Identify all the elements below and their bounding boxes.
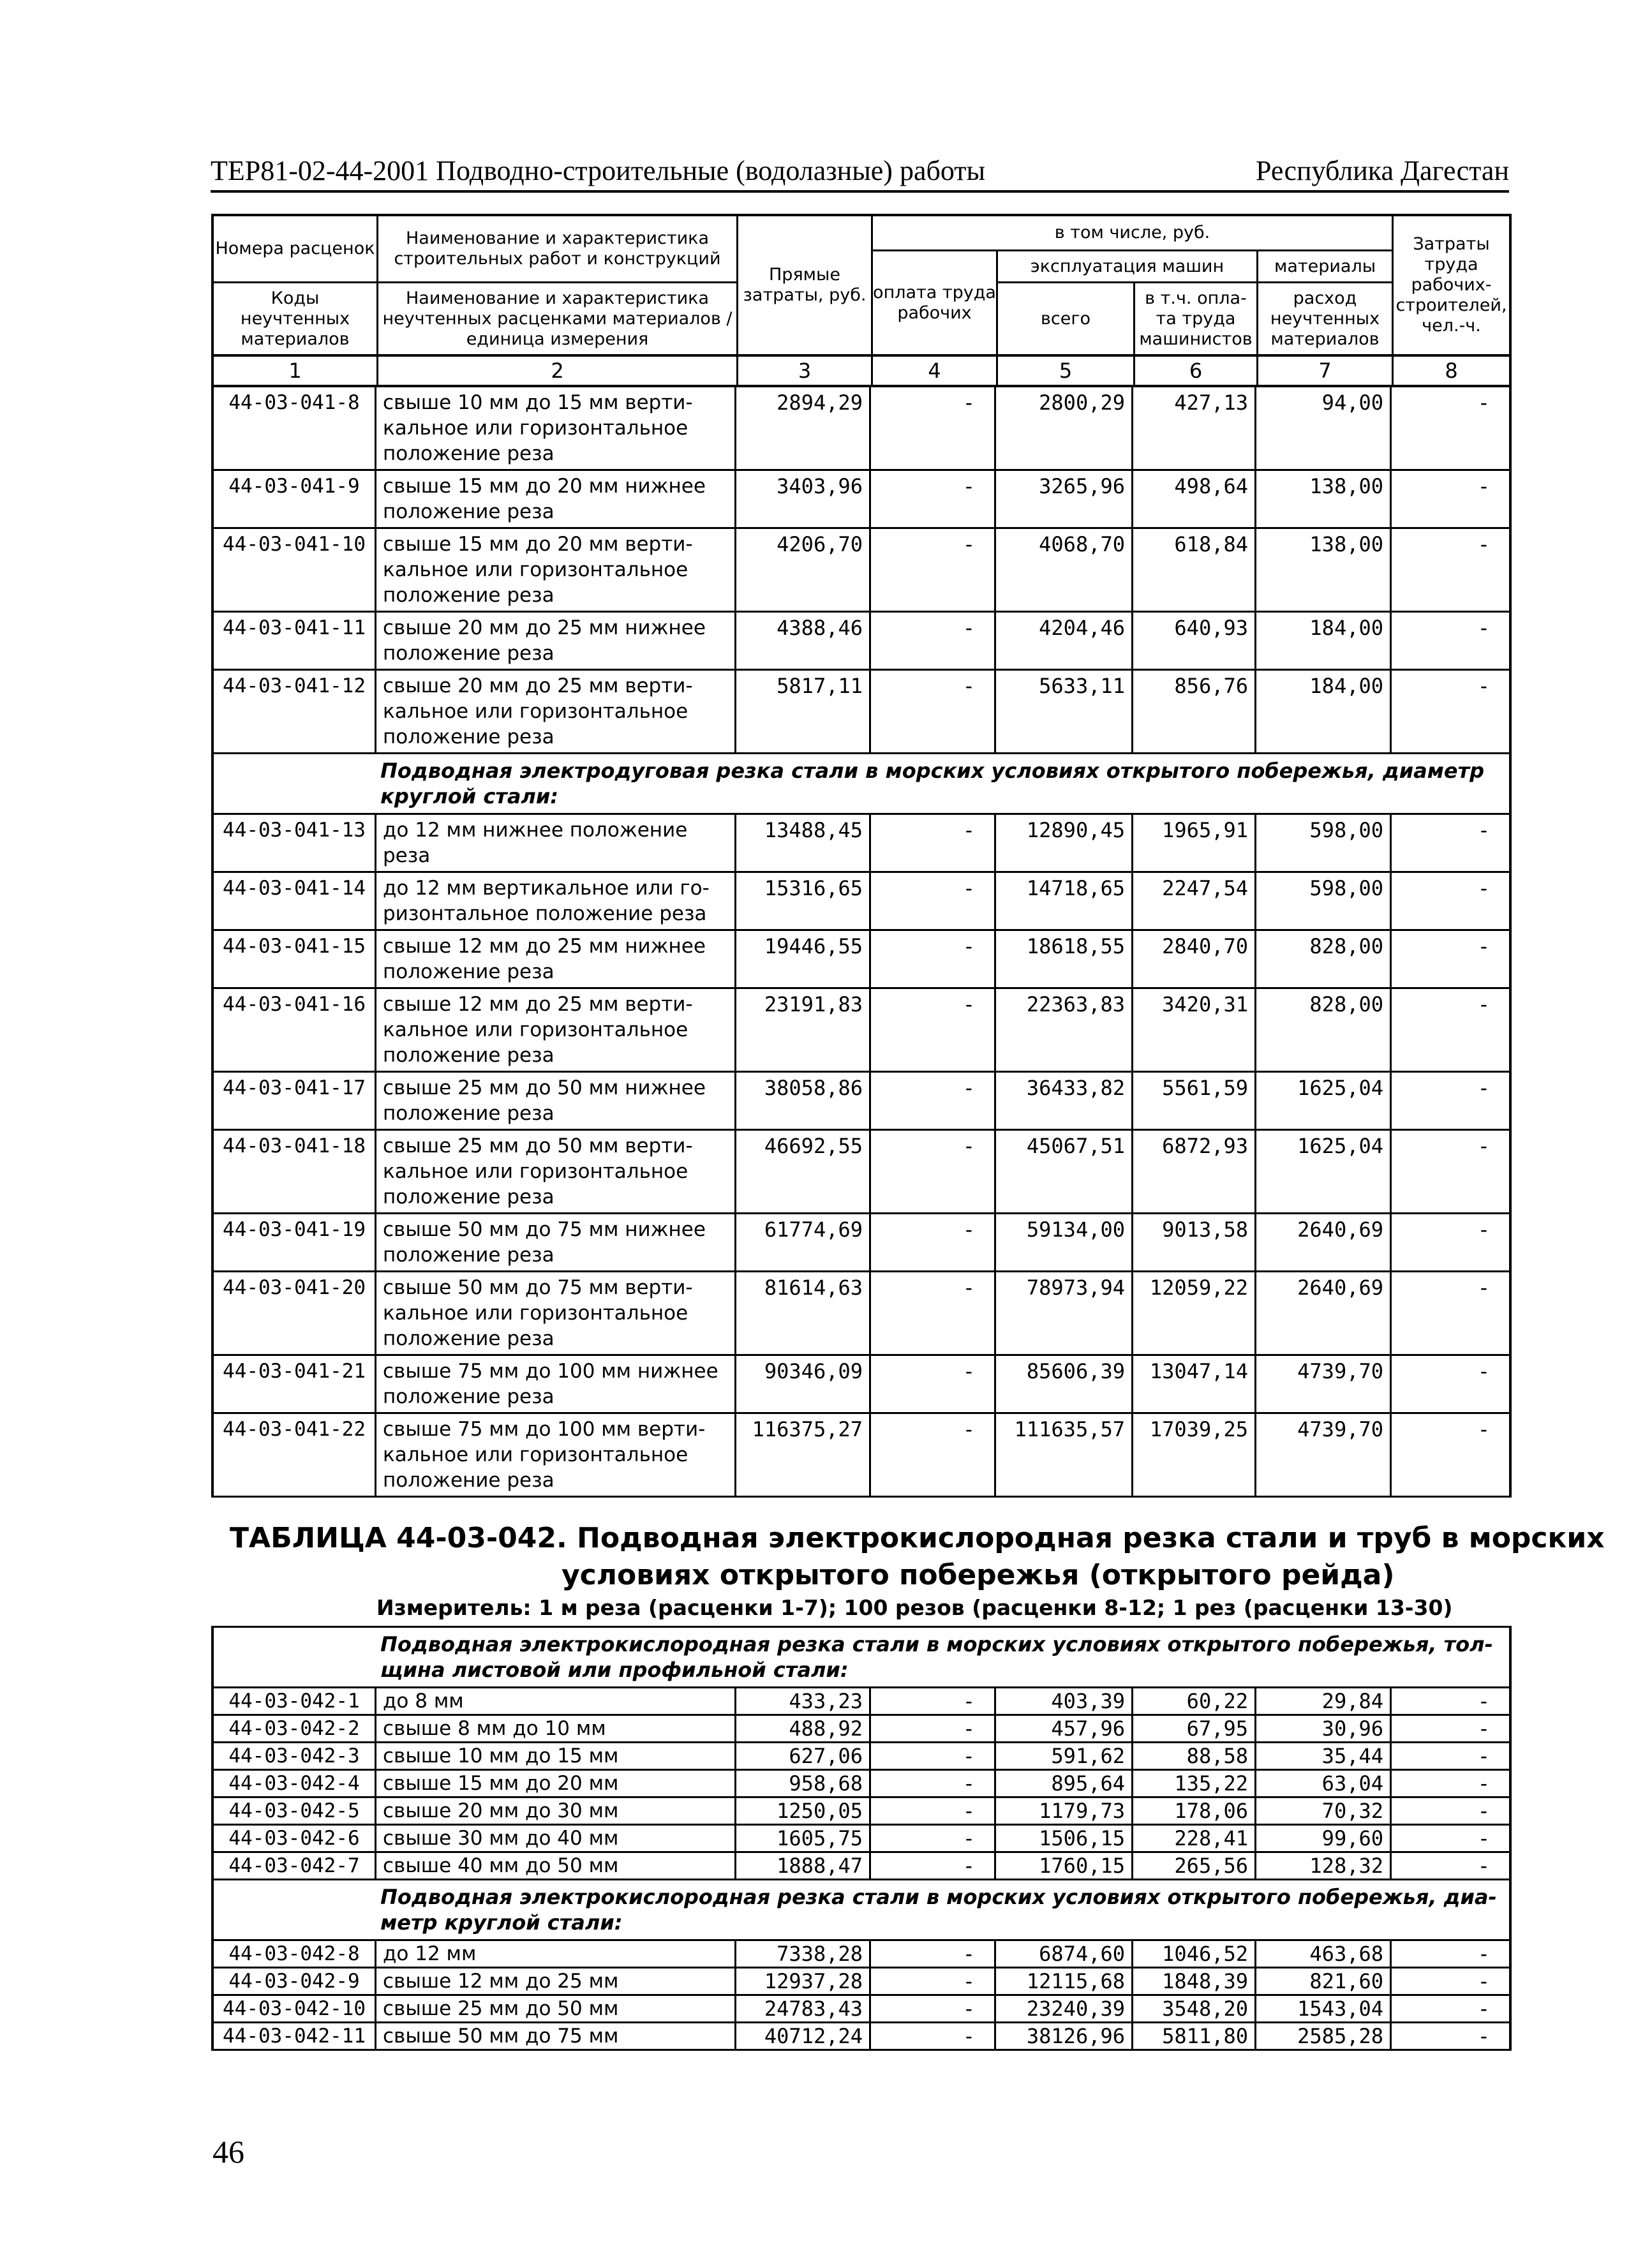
table-row [214, 989, 1509, 1073]
rate-code: 44-03-041-15 [214, 931, 376, 987]
section-row [214, 1880, 1509, 1941]
machines-cost: 12890,45 [996, 815, 1133, 871]
work-description: свыше 50 мм до 75 мм [376, 2023, 736, 2049]
machines-cost: 18618,55 [996, 931, 1133, 987]
direct-cost: 12937,28 [736, 1968, 871, 1994]
work-description: свыше 12 мм до 25 мм [376, 1968, 736, 1994]
machines-cost: 1506,15 [996, 1826, 1133, 1851]
col-name-header: Наименование и характеристика строительных работ и конструкций [394, 228, 721, 269]
labor-cost: - [871, 989, 996, 1071]
labor-cost: - [871, 815, 996, 871]
work-description: до 12 мм [376, 1941, 736, 1967]
section-heading: Подводная электродуговая резка стали в морских условиях открытого побережья, диаметр круглой стали: [380, 759, 1485, 808]
rate-code: 44-03-042-6 [214, 1826, 376, 1851]
labor-cost: - [871, 1272, 996, 1354]
column-number: 6 [1189, 359, 1203, 383]
rate-code: 44-03-041-8 [214, 387, 376, 469]
direct-cost: 23191,83 [736, 989, 871, 1071]
rate-code: 44-03-042-8 [214, 1941, 376, 1967]
rate-code: 44-03-041-18 [214, 1131, 376, 1212]
direct-cost: 116375,27 [736, 1414, 871, 1496]
direct-cost: 24783,43 [736, 1996, 871, 2021]
labor-hours: - [1477, 1359, 1490, 1383]
labor-hours: - [1477, 1076, 1490, 1100]
machines-header: эксплуатация машин [1030, 256, 1224, 276]
table-row [214, 529, 1509, 613]
work-description: свыше 10 мм до 15 мм верти- кальное или горизонтальное положение реза [376, 387, 736, 469]
labor-hours: - [1477, 1969, 1490, 1993]
labor-hours: - [1477, 474, 1490, 498]
labor-cost: - [871, 1073, 996, 1129]
labor-cost: - [871, 873, 996, 929]
operators-cost: 498,64 [1133, 471, 1256, 527]
labor-cost: - [871, 387, 996, 469]
work-description: свыше 25 мм до 50 мм нижнее положение реза [376, 1073, 736, 1129]
operators-cost: 3548,20 [1133, 1996, 1256, 2021]
labor-hours: - [1477, 818, 1490, 842]
machines-cost: 85606,39 [996, 1356, 1133, 1412]
work-description: до 12 мм вертикальное или го- ризонтальное положение реза [376, 873, 736, 929]
machines-cost: 591,62 [996, 1743, 1133, 1769]
labor-cost: - [871, 1996, 996, 2021]
column-number: 3 [798, 359, 812, 383]
materials-cost: 35,44 [1256, 1743, 1392, 1769]
direct-cost: 1250,05 [736, 1798, 871, 1824]
work-description: свыше 75 мм до 100 мм верти- кальное или горизонтальное положение реза [376, 1414, 736, 1496]
work-description: свыше 10 мм до 15 мм [376, 1743, 736, 1769]
table-row [214, 387, 1509, 471]
direct-cost: 627,06 [736, 1743, 871, 1769]
labor-hours: - [1477, 391, 1490, 415]
direct-cost: 3403,96 [736, 471, 871, 527]
materials-cost: 2640,69 [1256, 1272, 1392, 1354]
section-row [214, 754, 1509, 815]
table-row [214, 1073, 1509, 1131]
operators-cost: 13047,14 [1133, 1356, 1256, 1412]
col-operators-header: в т.ч. опла- та труда машинистов [1139, 288, 1253, 349]
operators-cost: 228,41 [1133, 1826, 1256, 1851]
labor-cost: - [871, 2023, 996, 2049]
machines-cost: 14718,65 [996, 873, 1133, 929]
table-row [214, 1414, 1509, 1498]
direct-cost: 958,68 [736, 1771, 871, 1796]
direct-cost: 1888,47 [736, 1853, 871, 1879]
materials-cost: 1625,04 [1256, 1073, 1392, 1129]
table-row [214, 613, 1509, 671]
operators-cost: 60,22 [1133, 1688, 1256, 1714]
machines-cost: 38126,96 [996, 2023, 1133, 2049]
materials-cost: 128,32 [1256, 1853, 1392, 1879]
work-description: свыше 12 мм до 25 мм нижнее положение реза [376, 931, 736, 987]
operators-cost: 5561,59 [1133, 1073, 1256, 1129]
materials-cost: 828,00 [1256, 989, 1392, 1071]
table-row [214, 1356, 1509, 1414]
direct-cost: 433,23 [736, 1688, 871, 1714]
materials-cost: 1543,04 [1256, 1996, 1392, 2021]
rate-code: 44-03-041-22 [214, 1414, 376, 1496]
table-title-line-2: условиях открытого побережья (открытого рейда) [562, 1559, 1395, 1591]
table-row [214, 471, 1509, 529]
work-description: свыше 12 мм до 25 мм верти- кальное или горизонтальное положение реза [376, 989, 736, 1071]
labor-cost: - [871, 1941, 996, 1967]
labor-cost: - [871, 1356, 996, 1412]
column-number: 4 [928, 359, 941, 383]
column-number: 1 [288, 359, 302, 383]
rate-code: 44-03-041-12 [214, 671, 376, 752]
materials-cost: 138,00 [1256, 471, 1392, 527]
labor-cost: - [871, 1131, 996, 1212]
operators-cost: 1848,39 [1133, 1968, 1256, 1994]
col-materials-header: расход неучтенных материалов [1270, 288, 1380, 349]
rate-code: 44-03-042-7 [214, 1853, 376, 1879]
measure-unit: Измеритель: 1 м реза (расценки 1-7); 100 резов (расценки 8-12; 1 рез (расценки 13-30) [376, 1595, 1453, 1620]
labor-hours: - [1477, 1942, 1490, 1966]
labor-hours: - [1477, 1276, 1490, 1300]
operators-cost: 88,58 [1133, 1743, 1256, 1769]
machines-cost: 45067,51 [996, 1131, 1133, 1212]
rate-code: 44-03-042-2 [214, 1716, 376, 1741]
machines-cost: 895,64 [996, 1771, 1133, 1796]
operators-cost: 12059,22 [1133, 1272, 1256, 1354]
direct-cost: 15316,65 [736, 873, 871, 929]
work-description: до 8 мм [376, 1688, 736, 1714]
page-header [211, 152, 1509, 193]
table-row [214, 1272, 1509, 1356]
operators-cost: 1965,91 [1133, 815, 1256, 871]
labor-cost: - [871, 1853, 996, 1879]
labor-cost: - [871, 471, 996, 527]
materials-cost: 30,96 [1256, 1716, 1392, 1741]
labor-cost: - [871, 671, 996, 752]
rates-table-042 [211, 1626, 1512, 2051]
direct-cost: 4388,46 [736, 613, 871, 669]
machines-cost: 12115,68 [996, 1968, 1133, 1994]
labor-hours: - [1477, 1997, 1490, 2021]
labor-hours: - [1477, 1217, 1490, 1242]
machines-cost: 4204,46 [996, 613, 1133, 669]
materials-cost: 184,00 [1256, 671, 1392, 752]
materials-cost: 70,32 [1256, 1798, 1392, 1824]
rates-table-041 [211, 387, 1512, 1498]
direct-cost: 38058,86 [736, 1073, 871, 1129]
section-heading: Подводная электрокислородная резка стали в морских условиях открытого побережья, тол- щина листовой или профильной стали: [380, 1632, 1493, 1682]
column-number: 7 [1318, 359, 1332, 383]
col-material-code-header: Коды неучтенных материалов [240, 288, 350, 349]
operators-cost: 265,56 [1133, 1853, 1256, 1879]
rate-code: 44-03-042-10 [214, 1996, 376, 2021]
direct-cost: 5817,11 [736, 671, 871, 752]
machines-cost: 457,96 [996, 1716, 1133, 1741]
rate-code: 44-03-041-13 [214, 815, 376, 871]
labor-hours: - [1477, 1799, 1490, 1823]
work-description: свыше 75 мм до 100 мм нижнее положение реза [376, 1356, 736, 1412]
machines-cost: 36433,82 [996, 1073, 1133, 1129]
section-row [214, 1628, 1509, 1688]
labor-hours: - [1477, 1417, 1490, 1441]
materials-header: материалы [1274, 256, 1376, 276]
work-description: свыше 50 мм до 75 мм нижнее положение реза [376, 1214, 736, 1270]
page-number: 46 [212, 2134, 244, 2169]
machines-cost: 22363,83 [996, 989, 1133, 1071]
labor-cost: - [871, 1414, 996, 1496]
table-row [214, 873, 1509, 931]
materials-cost: 184,00 [1256, 613, 1392, 669]
table-row [214, 1941, 1509, 1968]
direct-cost: 488,92 [736, 1716, 871, 1741]
table-row [214, 1798, 1509, 1826]
rate-code: 44-03-041-16 [214, 989, 376, 1071]
col-machines-total-header: всего [1040, 308, 1091, 329]
rate-code: 44-03-041-9 [214, 471, 376, 527]
machines-cost: 23240,39 [996, 1996, 1133, 2021]
labor-cost: - [871, 1716, 996, 1741]
table-row [214, 1214, 1509, 1272]
operators-cost: 178,06 [1133, 1798, 1256, 1824]
work-description: свыше 15 мм до 20 мм [376, 1771, 736, 1796]
rate-code: 44-03-041-11 [214, 613, 376, 669]
labor-hours: - [1477, 1134, 1490, 1158]
direct-cost: 46692,55 [736, 1131, 871, 1212]
labor-cost: - [871, 1798, 996, 1824]
work-description: свыше 8 мм до 10 мм [376, 1716, 736, 1741]
column-number: 2 [551, 359, 564, 383]
rate-code: 44-03-041-20 [214, 1272, 376, 1354]
labor-cost: - [871, 931, 996, 987]
labor-hours: - [1477, 674, 1490, 698]
machines-cost: 59134,00 [996, 1214, 1133, 1270]
machines-cost: 78973,94 [996, 1272, 1133, 1354]
rate-code: 44-03-041-17 [214, 1073, 376, 1129]
materials-cost: 828,00 [1256, 931, 1392, 987]
materials-cost: 2640,69 [1256, 1214, 1392, 1270]
labor-hours: - [1477, 1744, 1490, 1768]
table-row [214, 1131, 1509, 1214]
work-description: свыше 25 мм до 50 мм [376, 1996, 736, 2021]
rate-code: 44-03-041-10 [214, 529, 376, 611]
direct-cost: 81614,63 [736, 1272, 871, 1354]
machines-cost: 1179,73 [996, 1798, 1133, 1824]
work-description: свыше 20 мм до 25 мм нижнее положение реза [376, 613, 736, 669]
table-row [214, 1716, 1509, 1743]
col-code-header: Номера расценок [215, 239, 375, 258]
operators-cost: 618,84 [1133, 529, 1256, 611]
work-description: свыше 15 мм до 20 мм нижнее положение реза [376, 471, 736, 527]
group-header: в том числе, руб. [1054, 223, 1210, 242]
labor-cost: - [871, 1214, 996, 1270]
machines-cost: 3265,96 [996, 471, 1133, 527]
operators-cost: 640,93 [1133, 613, 1256, 669]
work-description: свыше 40 мм до 50 мм [376, 1853, 736, 1879]
direct-cost: 2894,29 [736, 387, 871, 469]
document-title: ТЕР81-02-44-2001 Подводно-строительные (водолазные) работы [211, 155, 986, 186]
rate-code: 44-03-042-9 [214, 1968, 376, 1994]
labor-hours: - [1477, 992, 1490, 1016]
labor-hours: - [1477, 2024, 1490, 2048]
operators-cost: 6872,93 [1133, 1131, 1256, 1212]
rate-code: 44-03-042-1 [214, 1688, 376, 1714]
direct-cost: 40712,24 [736, 2023, 871, 2049]
region-name: Республика Дагестан [1255, 155, 1509, 186]
labor-hours: - [1477, 1771, 1490, 1796]
machines-cost: 1760,15 [996, 1853, 1133, 1879]
work-description: свыше 20 мм до 25 мм верти- кальное или горизонтальное положение реза [376, 671, 736, 752]
col-labor-header: оплата труда рабочих [873, 282, 996, 323]
rate-code: 44-03-042-5 [214, 1798, 376, 1824]
labor-hours: - [1477, 1716, 1490, 1741]
operators-cost: 5811,80 [1133, 2023, 1256, 2049]
column-number: 8 [1445, 359, 1458, 383]
machines-cost: 4068,70 [996, 529, 1133, 611]
table-row [214, 815, 1509, 873]
direct-cost: 19446,55 [736, 931, 871, 987]
machines-cost: 403,39 [996, 1688, 1133, 1714]
labor-cost: - [871, 1688, 996, 1714]
operators-cost: 856,76 [1133, 671, 1256, 752]
table-row [214, 1968, 1509, 1996]
col-hours-header: Затраты труда рабочих- строителей, чел.-ч. [1395, 234, 1507, 336]
materials-cost: 598,00 [1256, 815, 1392, 871]
materials-cost: 598,00 [1256, 873, 1392, 929]
table-row [214, 1996, 1509, 2023]
materials-cost: 29,84 [1256, 1688, 1392, 1714]
materials-cost: 63,04 [1256, 1771, 1392, 1796]
rows-group-a [214, 387, 1509, 754]
labor-cost: - [871, 529, 996, 611]
operators-cost: 3420,31 [1133, 989, 1256, 1071]
rate-code: 44-03-041-21 [214, 1356, 376, 1412]
operators-cost: 427,13 [1133, 387, 1256, 469]
rows-group-b [214, 815, 1509, 1498]
table-row [214, 931, 1509, 989]
materials-cost: 138,00 [1256, 529, 1392, 611]
col-direct-header: Прямые затраты, руб. [743, 265, 867, 305]
rate-code: 44-03-042-3 [214, 1743, 376, 1769]
work-description: свыше 30 мм до 40 мм [376, 1826, 736, 1851]
col-material-name-header: Наименование и характеристика неучтенных расценками материалов / единица измерения [382, 288, 733, 349]
operators-cost: 2247,54 [1133, 873, 1256, 929]
rate-code: 44-03-041-14 [214, 873, 376, 929]
work-description: свыше 15 мм до 20 мм верти- кальное или горизонтальное положение реза [376, 529, 736, 611]
table-header [211, 214, 1512, 357]
labor-hours: - [1477, 1826, 1490, 1850]
direct-cost: 4206,70 [736, 529, 871, 611]
materials-cost: 1625,04 [1256, 1131, 1392, 1212]
table-row [214, 671, 1509, 754]
labor-hours: - [1477, 532, 1490, 556]
machines-cost: 5633,11 [996, 671, 1133, 752]
direct-cost: 90346,09 [736, 1356, 871, 1412]
work-description: свыше 20 мм до 30 мм [376, 1798, 736, 1824]
operators-cost: 135,22 [1133, 1771, 1256, 1796]
labor-cost: - [871, 1771, 996, 1796]
operators-cost: 17039,25 [1133, 1414, 1256, 1496]
operators-cost: 2840,70 [1133, 931, 1256, 987]
machines-cost: 6874,60 [996, 1941, 1133, 1967]
materials-cost: 4739,70 [1256, 1414, 1392, 1496]
work-description: свыше 25 мм до 50 мм верти- кальное или горизонтальное положение реза [376, 1131, 736, 1212]
direct-cost: 7338,28 [736, 1941, 871, 1967]
table-row [214, 1826, 1509, 1853]
direct-cost: 13488,45 [736, 815, 871, 871]
materials-cost: 4739,70 [1256, 1356, 1392, 1412]
work-description: свыше 50 мм до 75 мм верти- кальное или горизонтальное положение реза [376, 1272, 736, 1354]
labor-cost: - [871, 613, 996, 669]
machines-cost: 2800,29 [996, 387, 1133, 469]
section-heading: Подводная электрокислородная резка стали в морских условиях открытого побережья, диа- метр круглой стали: [380, 1885, 1497, 1935]
labor-hours: - [1477, 876, 1490, 900]
materials-cost: 99,60 [1256, 1826, 1392, 1851]
labor-hours: - [1477, 616, 1490, 640]
table-title [230, 1520, 1605, 1594]
column-number: 5 [1059, 359, 1073, 383]
rate-code: 44-03-041-19 [214, 1214, 376, 1270]
labor-hours: - [1477, 934, 1490, 958]
rate-code: 44-03-042-4 [214, 1771, 376, 1796]
table-row [214, 1743, 1509, 1771]
labor-cost: - [871, 1968, 996, 1994]
work-description: до 12 мм нижнее положение реза [376, 815, 736, 871]
rows-group-d [214, 1941, 1509, 2051]
labor-cost: - [871, 1826, 996, 1851]
operators-cost: 67,95 [1133, 1716, 1256, 1741]
labor-hours: - [1477, 1689, 1490, 1713]
direct-cost: 1605,75 [736, 1826, 871, 1851]
rate-code: 44-03-042-11 [214, 2023, 376, 2049]
rows-group-c [214, 1688, 1509, 1880]
column-numbers [211, 357, 1512, 387]
machines-cost: 111635,57 [996, 1414, 1133, 1496]
labor-cost: - [871, 1743, 996, 1769]
operators-cost: 9013,58 [1133, 1214, 1256, 1270]
table-row [214, 1688, 1509, 1716]
materials-cost: 821,60 [1256, 1968, 1392, 1994]
table-row [214, 1853, 1509, 1880]
table-title-line-1: ТАБЛИЦА 44-03-042. Подводная электрокислородная резка стали и труб в морских [230, 1522, 1605, 1554]
table-row [214, 1771, 1509, 1798]
operators-cost: 1046,52 [1133, 1941, 1256, 1967]
materials-cost: 94,00 [1256, 387, 1392, 469]
materials-cost: 463,68 [1256, 1941, 1392, 1967]
direct-cost: 61774,69 [736, 1214, 871, 1270]
labor-hours: - [1477, 1854, 1490, 1878]
table-row [214, 2023, 1509, 2051]
materials-cost: 2585,28 [1256, 2023, 1392, 2049]
